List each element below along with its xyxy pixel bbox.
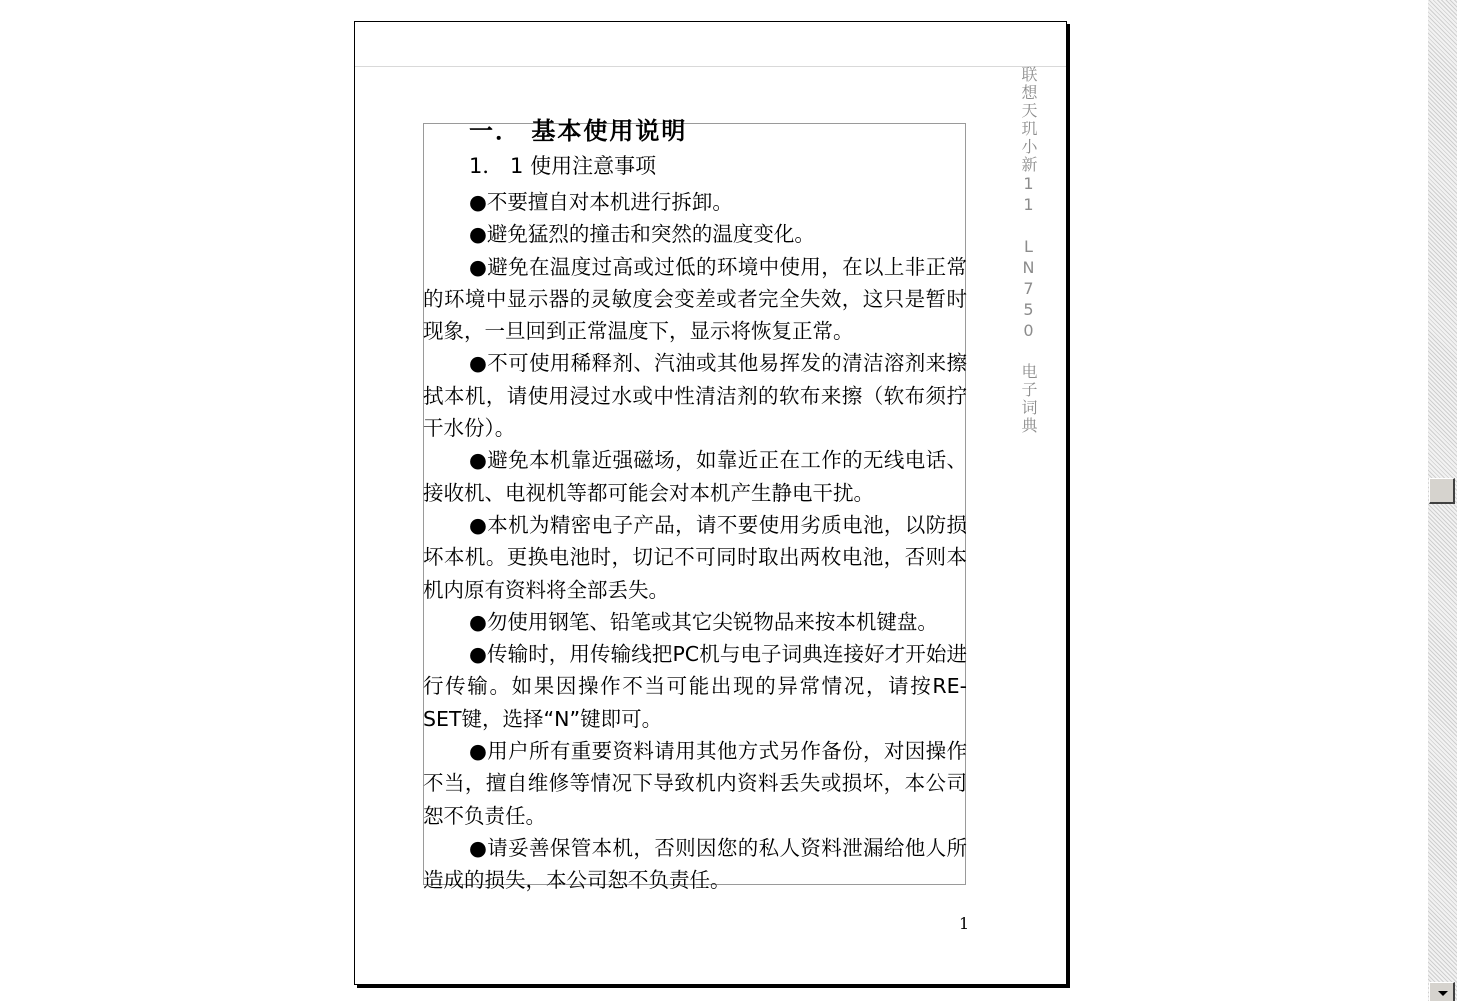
subsection-heading: 1． 1 使用注意事项 — [469, 154, 657, 178]
header-rule — [355, 66, 1066, 67]
paragraph: ●传输时，用传输线把PC机与电子词典连接好才开始进行传输。如果因操作不当可能出现的异常情况，请按RE-SET键，选择“N”键即可。 — [423, 642, 967, 731]
paragraph: ●不可使用稀释剂、汽油或其他易挥发的清洁溶剂来擦拭本机，请使用浸过水或中性清洁剂的软布来擦（软布须拧干水份）。 — [423, 351, 967, 441]
paragraph: ●避免本机靠近强磁场，如靠近正在工作的无线电话、接收机、电视机等都可能会对本机产生静电干扰。 — [423, 448, 967, 505]
paragraph: ●避免猛烈的撞击和突然的温度变化。 — [469, 222, 815, 247]
section-heading: 一． 基本使用说明 — [469, 117, 688, 145]
paragraph: ●请妥善保管本机，否则因您的私人资料泄漏给他人所造成的损失，本公司恕不负责任。 — [423, 835, 967, 893]
scroll-down-arrow-icon — [1438, 991, 1448, 996]
vertical-scrollbar[interactable] — [1428, 0, 1457, 1001]
side-title: 联想天玑小新11 LN750 电子词典 — [1019, 66, 1038, 435]
paragraph: ●勿使用钢笔、铅笔或其它尖锐物品来按本机键盘。 — [469, 609, 938, 634]
paragraph: ●避免在温度过高或过低的环境中使用，在以上非正常的环境中显示器的灵敏度会变差或者完全失效，这只是暂时现象，一旦回到正常温度下，显示将恢复正常。 — [423, 254, 967, 344]
content — [423, 114, 967, 897]
paragraph: ●本机为精密电子产品，请不要使用劣质电池，以防损坏本机。更换电池时，切记不可同时取出两枚电池，否则本机内原有资料将全部丢失。 — [423, 512, 967, 602]
document-page — [354, 21, 1067, 985]
scroll-down-button[interactable] — [1429, 982, 1455, 1001]
scrollbar-thumb[interactable] — [1429, 478, 1455, 504]
paragraph: ●不要擅自对本机进行拆卸。 — [469, 190, 733, 214]
paragraph: ●用户所有重要资料请用其他方式另作备份，对因操作不当，擅自维修等情况下导致机内资料丢失或损坏，本公司恕不负责任。 — [423, 739, 967, 828]
page-number: 1 — [959, 914, 970, 933]
